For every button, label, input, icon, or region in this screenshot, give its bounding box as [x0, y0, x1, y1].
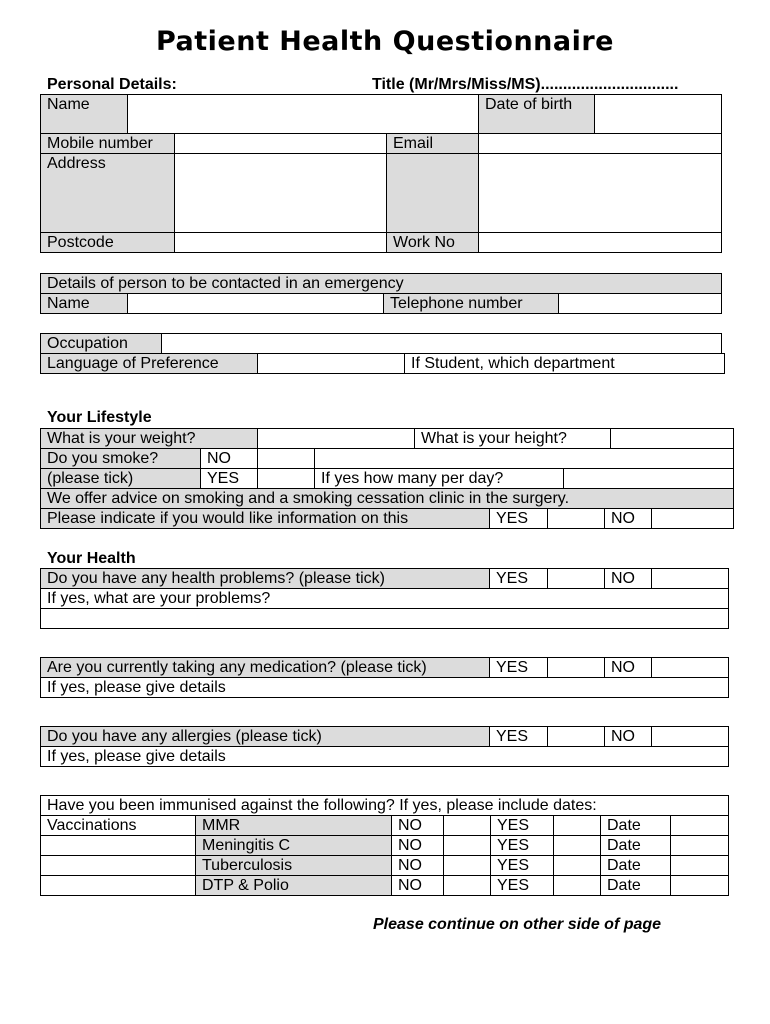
postcode-field[interactable] [174, 232, 387, 253]
name-field[interactable] [127, 94, 479, 134]
vaccine-name: Tuberculosis [195, 855, 392, 876]
vaccine-date-field[interactable] [670, 875, 729, 896]
student-department-field[interactable]: If Student, which department [404, 353, 725, 374]
vaccine-yes-checkbox[interactable] [553, 855, 601, 876]
vaccine-no-checkbox[interactable] [443, 855, 491, 876]
occupation-label: Occupation [40, 333, 162, 354]
mobile-label: Mobile number [40, 133, 175, 154]
vaccine-no-label: NO [391, 815, 444, 836]
smoke-label: Do you smoke? [40, 448, 201, 469]
email-field[interactable] [478, 133, 722, 154]
smoke-no-checkbox[interactable] [257, 448, 315, 469]
language-label: Language of Preference [40, 353, 258, 374]
weight-label: What is your weight? [40, 428, 258, 449]
allergies-no-checkbox[interactable] [651, 726, 729, 747]
vaccine-name: DTP & Polio [195, 875, 392, 896]
address-field[interactable] [174, 153, 387, 233]
smoke-yes-label: YES [200, 468, 258, 489]
smoking-advice-text: We offer advice on smoking and a smoking cessation clinic in the surgery. [40, 488, 734, 509]
please-tick-label: (please tick) [40, 468, 201, 489]
telephone-field[interactable] [558, 293, 722, 314]
smoke-row-blank [314, 448, 734, 469]
problems-yes-label: YES [489, 568, 548, 589]
vaccine-date-field[interactable] [670, 815, 729, 836]
weight-field[interactable] [257, 428, 415, 449]
occupation-field[interactable] [161, 333, 722, 354]
vaccinations-blank [40, 855, 196, 876]
problems-detail-field[interactable] [40, 608, 729, 629]
medication-no-checkbox[interactable] [651, 657, 729, 678]
language-field[interactable] [257, 353, 405, 374]
allergies-detail-field[interactable]: If yes, please give details [40, 746, 729, 767]
allergies-yes-label: YES [489, 726, 548, 747]
emergency-name-label: Name [40, 293, 128, 314]
vaccine-no-checkbox[interactable] [443, 875, 491, 896]
emergency-heading: Details of person to be contacted in an emergency [40, 273, 722, 294]
vaccinations-blank [40, 835, 196, 856]
height-label: What is your height? [414, 428, 611, 449]
allergies-yes-checkbox[interactable] [547, 726, 605, 747]
vaccine-date-label: Date [600, 855, 671, 876]
vaccine-date-label: Date [600, 875, 671, 896]
vaccine-no-label: NO [391, 835, 444, 856]
vaccine-yes-label: YES [490, 875, 554, 896]
lifestyle-heading: Your Lifestyle [47, 409, 152, 426]
vaccine-no-label: NO [391, 875, 444, 896]
dob-field[interactable] [594, 94, 722, 134]
dob-label: Date of birth [478, 94, 595, 134]
vaccinations-label: Vaccinations [40, 815, 196, 836]
address-label: Address [40, 153, 175, 233]
info-yes-label: YES [489, 508, 548, 529]
per-day-label: If yes how many per day? [314, 468, 564, 489]
info-yes-checkbox[interactable] [547, 508, 605, 529]
emergency-name-field[interactable] [127, 293, 384, 314]
medication-no-label: NO [604, 657, 652, 678]
immunisation-heading: Have you been immunised against the following? If yes, please include dates: [40, 795, 729, 816]
vaccine-no-checkbox[interactable] [443, 835, 491, 856]
vaccine-no-label: NO [391, 855, 444, 876]
personal-details-heading: Personal Details: [47, 76, 177, 93]
vaccine-yes-checkbox[interactable] [553, 835, 601, 856]
postcode-label: Postcode [40, 232, 175, 253]
page-title: Patient Health Questionnaire [155, 26, 614, 57]
info-request-label: Please indicate if you would like information on this [40, 508, 490, 529]
info-no-checkbox[interactable] [651, 508, 734, 529]
medication-yes-checkbox[interactable] [547, 657, 605, 678]
address-field-2[interactable] [478, 153, 722, 233]
telephone-label: Telephone number [383, 293, 559, 314]
medication-detail-field[interactable]: If yes, please give details [40, 677, 729, 698]
medication-yes-label: YES [489, 657, 548, 678]
health-heading: Your Health [47, 550, 136, 567]
vaccine-yes-label: YES [490, 855, 554, 876]
address-spacer [386, 153, 479, 233]
problems-no-label: NO [604, 568, 652, 589]
vaccine-yes-label: YES [490, 835, 554, 856]
vaccine-yes-label: YES [490, 815, 554, 836]
work-no-field[interactable] [478, 232, 722, 253]
problems-detail-label: If yes, what are your problems? [40, 588, 729, 609]
vaccine-date-field[interactable] [670, 835, 729, 856]
smoke-yes-checkbox[interactable] [257, 468, 315, 489]
mobile-field[interactable] [174, 133, 387, 154]
continue-note: Please continue on other side of page [373, 916, 662, 933]
allergies-no-label: NO [604, 726, 652, 747]
vaccine-name: Meningitis C [195, 835, 392, 856]
vaccine-yes-checkbox[interactable] [553, 875, 601, 896]
per-day-field[interactable] [563, 468, 734, 489]
info-no-label: NO [604, 508, 652, 529]
smoke-no-label: NO [200, 448, 258, 469]
medication-question: Are you currently taking any medication? (please tick) [40, 657, 490, 678]
problems-question: Do you have any health problems? (please tick) [40, 568, 490, 589]
problems-yes-checkbox[interactable] [547, 568, 605, 589]
problems-no-checkbox[interactable] [651, 568, 729, 589]
vaccine-no-checkbox[interactable] [443, 815, 491, 836]
vaccine-date-label: Date [600, 835, 671, 856]
height-field[interactable] [610, 428, 734, 449]
allergies-question: Do you have any allergies (please tick) [40, 726, 490, 747]
vaccine-name: MMR [195, 815, 392, 836]
name-label: Name [40, 94, 128, 134]
vaccine-yes-checkbox[interactable] [553, 815, 601, 836]
vaccine-date-label: Date [600, 815, 671, 836]
vaccine-date-field[interactable] [670, 855, 729, 876]
vaccinations-blank [40, 875, 196, 896]
work-no-label: Work No [386, 232, 479, 253]
email-label: Email [386, 133, 479, 154]
title-prompt: Title (Mr/Mrs/Miss/MS)............................... [372, 76, 679, 93]
